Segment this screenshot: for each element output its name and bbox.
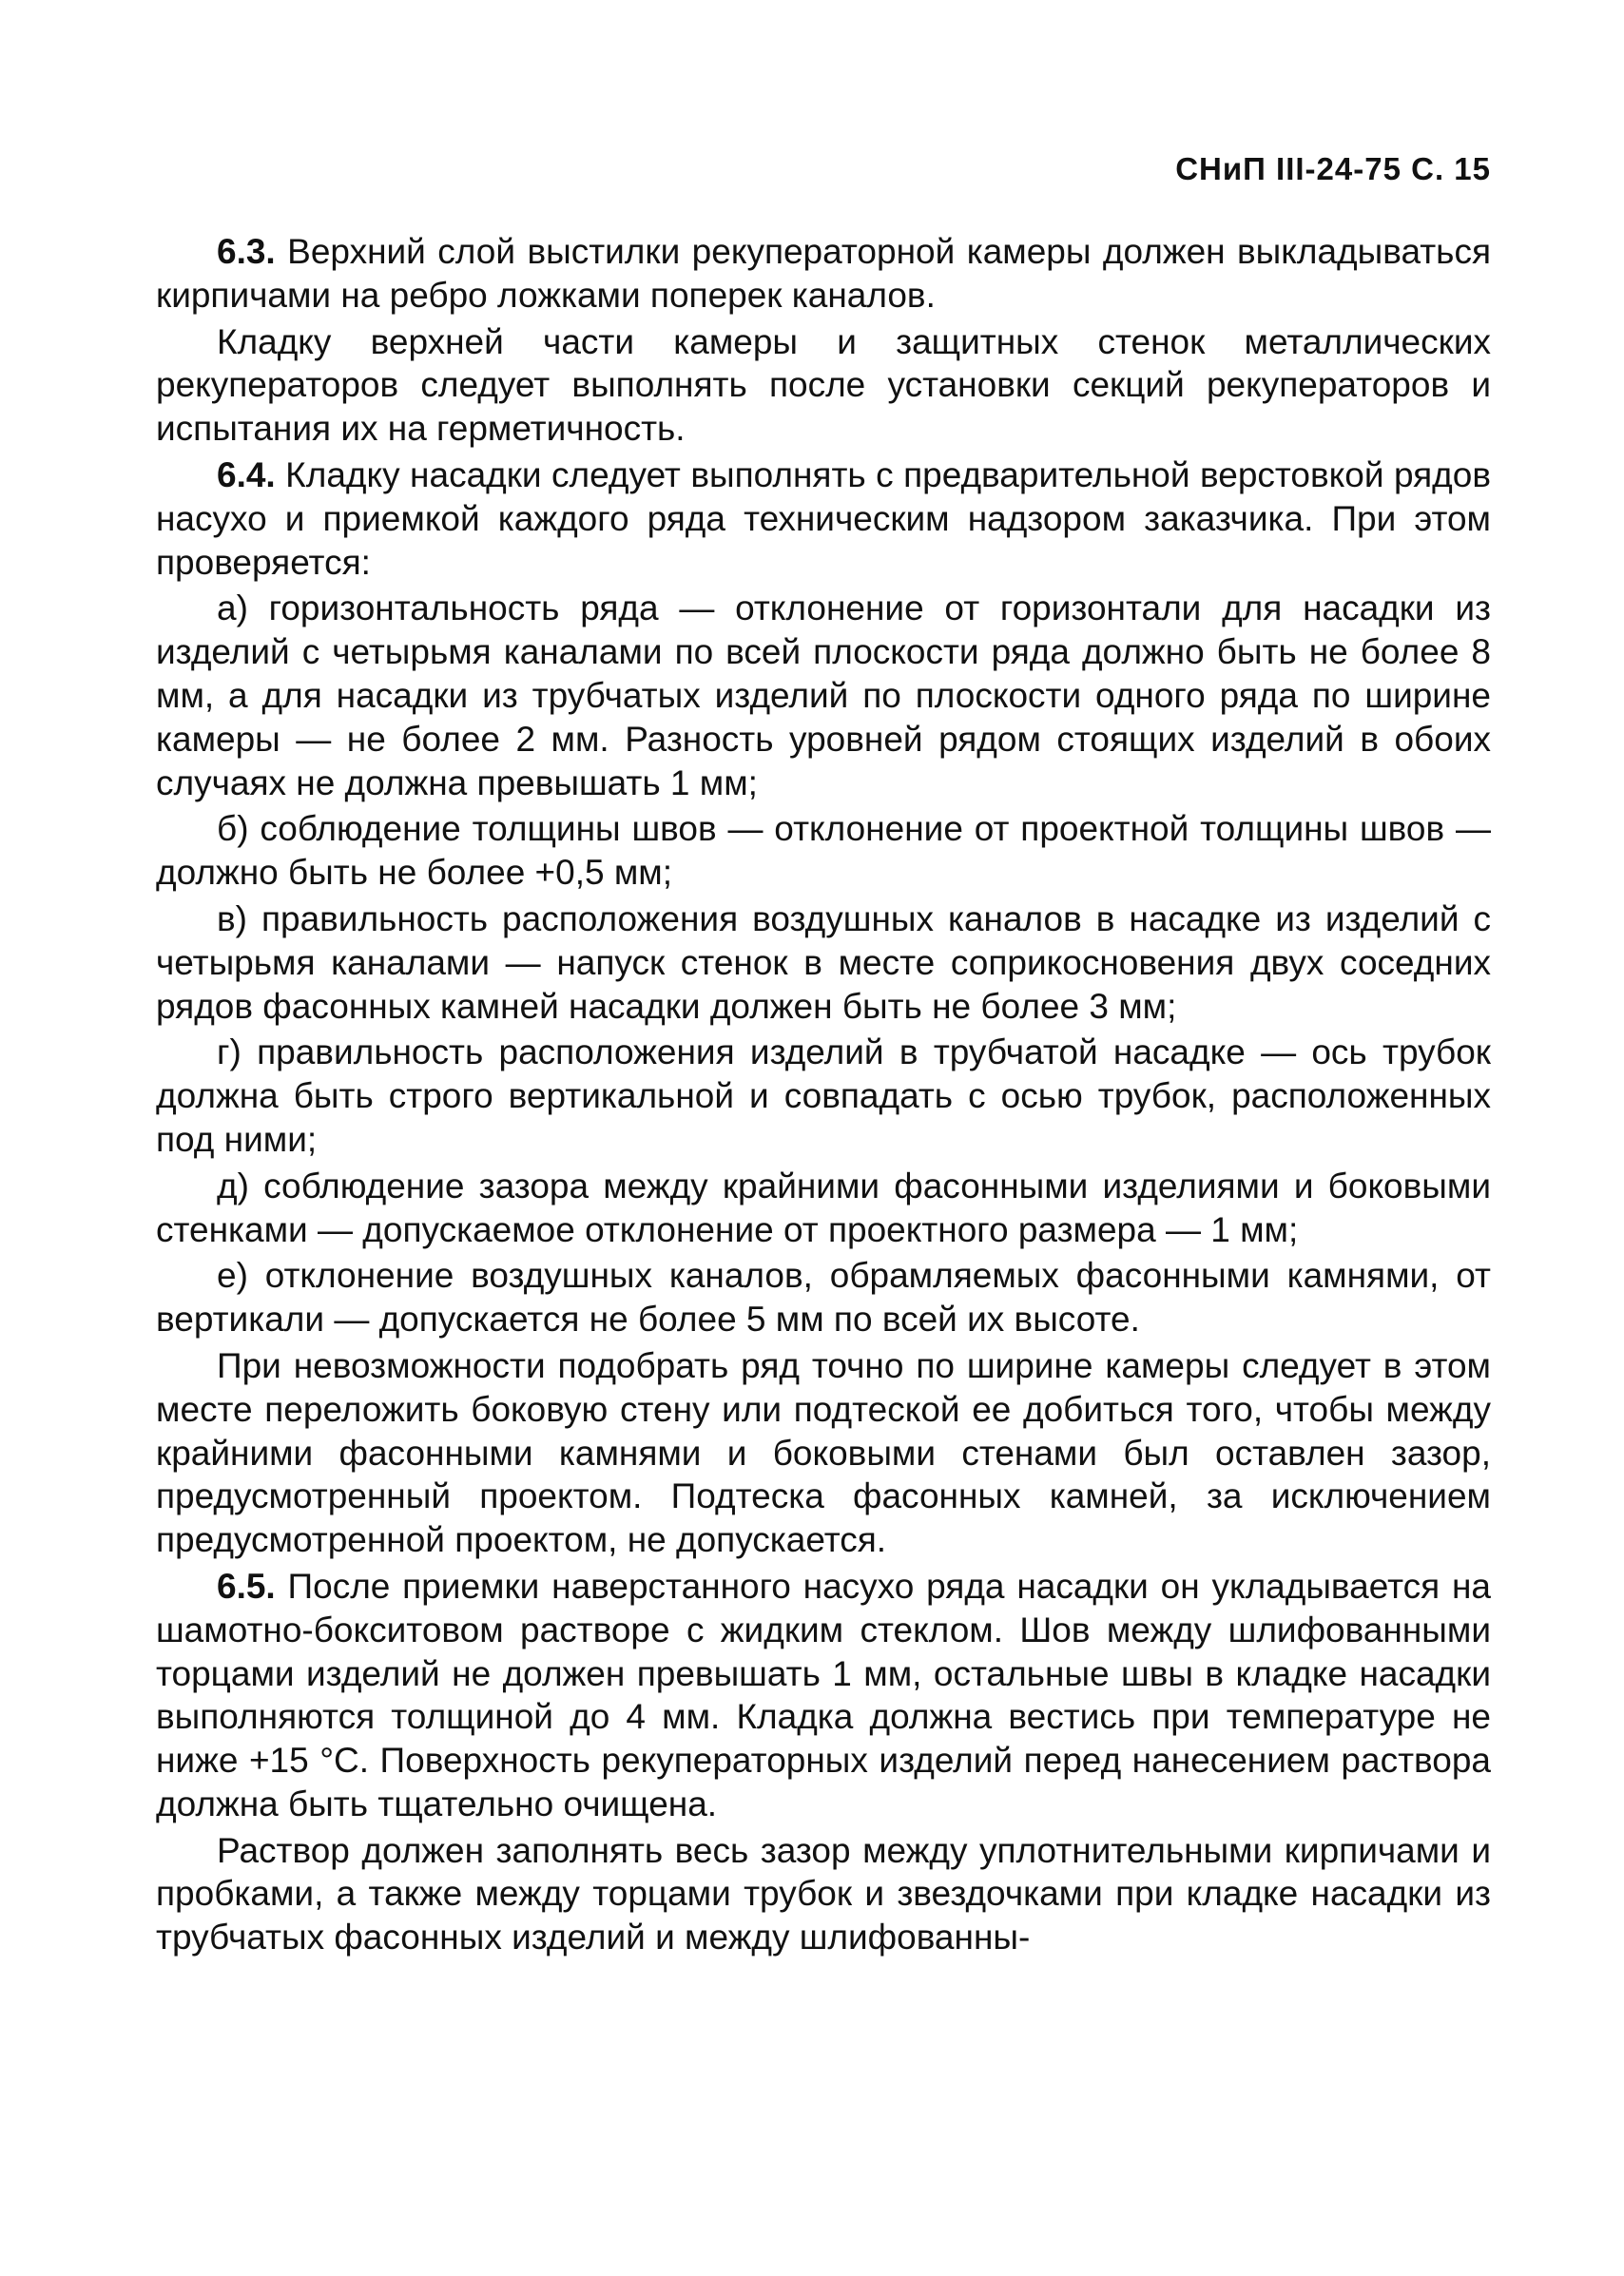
- paragraph-text: Раствор должен заполнять весь зазор между уплотнительными кирпичами и пробками, а также между торцами трубок и звездочками при кладке насадки из трубчатых фасонных изделий и между шлифованны-: [156, 1830, 1491, 1958]
- paragraph-text: г) правильность расположения изделий в трубчатой насадке — ось трубок должна быть строго вертикальной и совпадать с осью трубок, расположенных под ними;: [156, 1032, 1491, 1159]
- paragraph-text: После приемки наверстанного насухо ряда насадки он укладывается на шамотно-бокситовом растворе с жидким стеклом. Шов между шлифованными торцами изделий не должен превышать 1 мм, остальные швы в кладке насадки выполняются толщиной до 4 мм. Кладка должна вестись при температуре не ниже +15 °С. Поверхность рекуператорных изделий перед нанесением раствора должна быть тщательно очищена.: [156, 1566, 1491, 1823]
- paragraph: [156, 1344, 1491, 1562]
- list-item-b: [156, 807, 1491, 895]
- running-header: СНиП III-24-75 С. 15: [1175, 151, 1491, 186]
- paragraph-text: При невозможности подобрать ряд точно по ширине камеры следует в этом месте переложить боковую стену или подтеской ее добиться того, чтобы между крайними фасонными камнями и боковыми стенами был оставлен зазор, предусмотренный проектом. Подтеска фасонных камней, за исключением предусмотренной проектом, не допускается.: [156, 1345, 1491, 1560]
- paragraph-text: а) горизонтальность ряда — отклонение от горизонтали для насадки из изделий с четырьмя каналами по всей плоскости ряда должно быть не более 8 мм, а для насадки из трубчатых изделий по плоскости одного ряда по ширине камеры — не более 2 мм. Разность уровней рядом стоящих изделий в обоих случаях не должна превышать 1 мм;: [156, 588, 1491, 802]
- paragraph: [156, 320, 1491, 451]
- list-item-e: [156, 1254, 1491, 1341]
- list-item-d: [156, 1165, 1491, 1252]
- paragraph-text: д) соблюдение зазора между крайними фасонными изделиями и боковыми стенками — допускаемое отклонение от проектного размера — 1 мм;: [156, 1166, 1491, 1249]
- paragraph-text: в) правильность расположения воздушных каналов в насадке из изделий с четырьмя каналами — напуск стенок в месте соприкосновения двух соседних рядов фасонных камней насадки должен быть не более 3 мм;: [156, 898, 1491, 1026]
- paragraph-6-3: [156, 230, 1491, 318]
- list-item-v: [156, 897, 1491, 1028]
- paragraph-text: е) отклонение воздушных каналов, обрамляемых фасонными камнями, от вертикали — допускается не более 5 мм по всей их высоте.: [156, 1256, 1491, 1340]
- paragraph-text: б) соблюдение толщины швов — отклонение от проектной толщины швов — должно быть не более +0,5 мм;: [156, 809, 1491, 893]
- paragraph-text: Кладку верхней части камеры и защитных стенок металлических рекуператоров следует выполнять после установки секций рекуператоров и испытания их на герметичность.: [156, 321, 1491, 449]
- section-number: 6.4.: [217, 454, 276, 494]
- paragraph-text: Кладку насадки следует выполнять с предварительной верстовкой рядов насухо и приемкой каждого ряда техническим надзором заказчика. При этом проверяется:: [156, 454, 1491, 582]
- list-item-g: [156, 1031, 1491, 1161]
- paragraph: [156, 1829, 1491, 1959]
- body-text: [156, 230, 1491, 1962]
- paragraph-6-5: [156, 1565, 1491, 1826]
- section-number: 6.5.: [217, 1566, 276, 1606]
- section-number: 6.3.: [217, 232, 276, 271]
- paragraph-text: Верхний слой выстилки рекуператорной камеры должен выкладываться кирпичами на ребро ложками поперек каналов.: [156, 232, 1491, 315]
- list-item-a: [156, 587, 1491, 804]
- paragraph-6-4: [156, 453, 1491, 584]
